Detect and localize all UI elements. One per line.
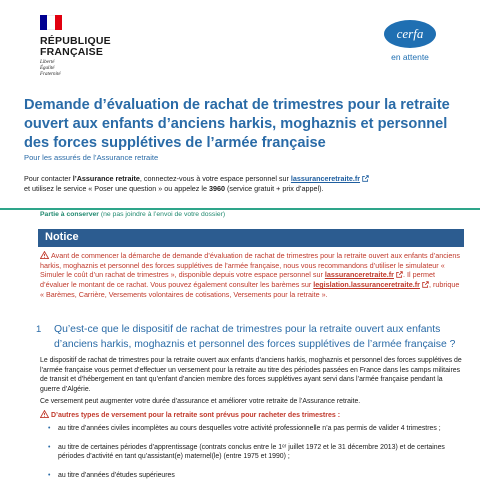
paragraph-augmentation: Ce versement peut augmenter votre durée d’assurance et améliorer votre retraite de l’Assurance retraite. (40, 398, 361, 405)
french-flag-logo (40, 15, 62, 30)
notice-text-2: . Il permet d’évaluer le montant de ce rachat. Vous pouvez également consulter les barèmes sur (40, 270, 435, 290)
republic-line-2: FRANÇAISE (40, 46, 104, 58)
contact-phone: 3960 (209, 184, 225, 193)
motto-liberte: Liberté (40, 60, 55, 65)
notice-link-2[interactable]: legislation.lassuranceretraite.fr (313, 280, 420, 290)
document-title: Demande d’évaluation de rachat de trimestres pour la retraite ouvert aux enfants d’anciens harkis, moghaznis et personnel des forces supplétives de l’armée française (24, 97, 450, 151)
question-title: Qu’est-ce que le dispositif de rachat de trimestres pour la retraite ouvert aux enfants d’anciens harkis, moghaznis et personnel des forces supplétives de l’armée française ? (54, 324, 456, 350)
contact-text-4: (service gratuit + prix d’appel). (225, 184, 324, 193)
republic-line-1: RÉPUBLIQUE (40, 35, 111, 47)
notice-text-1: Avant de commencer la démarche de demande d’évaluation de rachat de trimestres pour la retraite ouvert aux enfants d’anciens harkis, moghaznis et personnel des forces supplétives de l’armée française, nous vous recommandons d’utiliser le simulateur « Simuler le coût d’un rachat de trimestres », disponible depuis votre espace personnel sur (40, 251, 460, 280)
motto-egalite: Égalité (40, 66, 55, 71)
notice-text-3: , rubrique « Barèmes, Carrière, Versements volontaires de cotisations, Versements pour la retraite ». (40, 280, 460, 299)
keep-notice (40, 211, 225, 218)
cerfa-logo: cerfa (384, 20, 436, 48)
external-link-icon (362, 175, 369, 182)
ways-heading-text: D’autres types de versement pour la retraite sont prévus pour racheter des trimestres : (51, 412, 341, 419)
contact-text-3: et utilisez le service « Poser une question » ou appelez le (24, 184, 209, 193)
contact-strong: l’Assurance retraite (72, 174, 140, 183)
paragraph-dispositif: Le dispositif de rachat de trimestres pour la retraite ouvert aux enfants d’anciens harkis, moghaznis et personnel des forces supplétives de l’armée française vous permet d’effectuer un versement pour la retraite au titre des périodes passées en France dans les camps militaires de transit et d’hébergement en tant qu’enfant d’ancien membre des forces supplétives ayant servi dans l’armée française pendant la guerre d’Algérie. (40, 357, 462, 393)
notice-title: Notice (45, 231, 79, 243)
list-item: • au titre d’années d’études supérieures (48, 471, 464, 481)
notice-header-bar (38, 229, 464, 247)
list-item: • au titre d’années civiles incomplètes au cours desquelles votre activité professionnelle n’a pas permis de valider 4 trimestres ; (48, 424, 464, 434)
contact-text-2: , connectez-vous à votre espace personnel sur (139, 174, 291, 183)
keep-strong: Partie à conserver (40, 211, 99, 218)
warning-icon (40, 410, 49, 418)
motto-fraternite: Fraternité (40, 72, 61, 77)
document-subtitle: Pour les assurés de l’Assurance retraite (24, 153, 159, 162)
list-item: • au titre de certaines périodes d’apprentissage (contrats conclus entre le 1ᵉʳ juillet 1972 et le 31 décembre 2013) et de certaines périodes d’activité en tant qu’assistant(e) maternel(le) (entre 1975 et 1990) ; (48, 443, 464, 462)
warning-icon (40, 251, 49, 259)
contact-text-1: Pour contacter (24, 174, 73, 183)
cerfa-status: en attente (391, 52, 429, 62)
ways-list (48, 424, 464, 489)
ways-heading (40, 410, 464, 419)
notice-link-1[interactable]: lassuranceretraite.fr (324, 270, 394, 280)
keep-weak: (ne pas joindre à l’envoi de votre dossier) (98, 211, 226, 218)
notice-text (40, 251, 460, 300)
external-link-icon (396, 271, 403, 278)
question-number: 1 (36, 324, 42, 335)
contact-info (24, 174, 464, 194)
contact-link[interactable]: lassuranceretraite.fr (290, 174, 361, 183)
keep-divider (0, 208, 480, 210)
external-link-icon (422, 281, 429, 288)
